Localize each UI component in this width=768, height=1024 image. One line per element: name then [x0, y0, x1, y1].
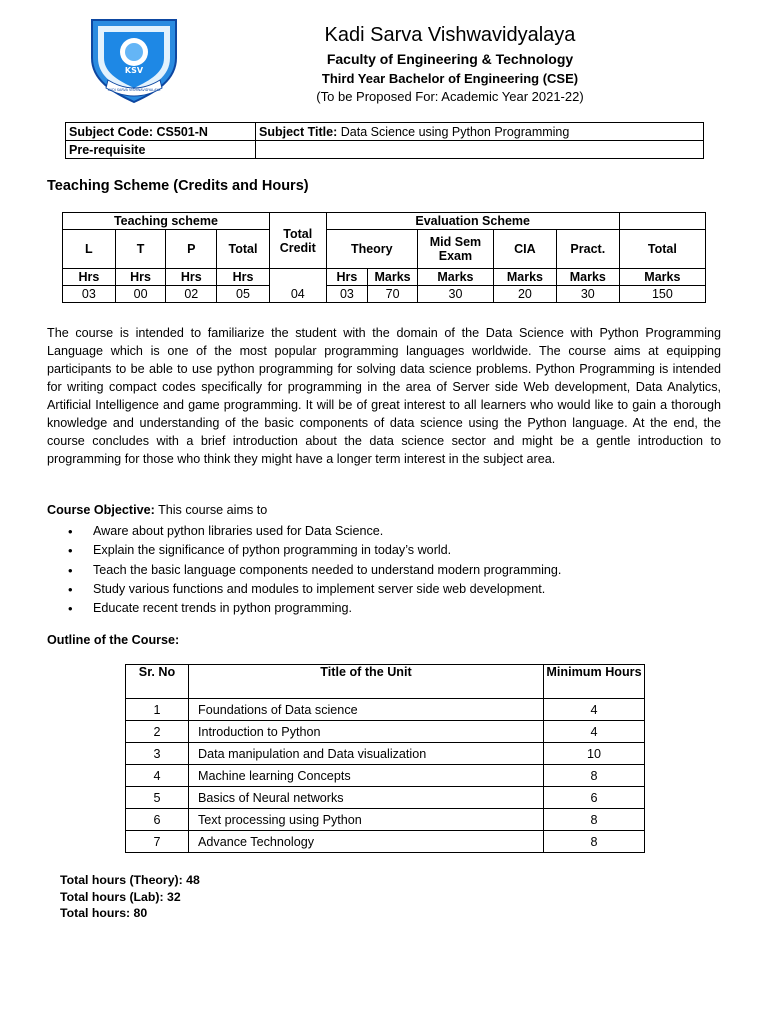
subject-title-cell: [256, 123, 704, 141]
unit-hours: 4: [544, 699, 645, 721]
credit-value: 04: [269, 269, 326, 303]
course-description: The course is intended to familiarize the student with the domain of the Data Science with Python Programming Language which is one of the most popular programming languages worldwide. The course aims at equipping participants to be able to use python programming for solving data science problems. Python Programming is intended for writing compact codes specifically for programming in the area of Server side Web development, Data Analytics, Artificial Intelligence and game programming. It will be of great interest to all learners who would like to gain a thorough knowledge and understanding of the basic components of data science using the Python language. At the end, the course concludes with a brief introduction about the data science sector and might be a gentle introduction to programming for those who think they might have a longer term interest in the subject area.: [47, 326, 721, 466]
prerequisite-label: Pre-requisite: [66, 141, 256, 159]
col-l: L: [63, 230, 116, 269]
faculty-name: Faculty of Engineering & Technology: [326, 51, 574, 67]
col-pract: Pract.: [556, 230, 619, 269]
value-t: 00: [115, 286, 166, 303]
outline-heading: Outline of the Course:: [47, 633, 180, 647]
subject-title-value: Data Science using Python Programming: [340, 124, 570, 139]
objective-text: Educate recent trends in python programming.: [93, 601, 353, 616]
teaching-scheme-group: Teaching scheme: [63, 213, 270, 230]
group-header-row: [63, 213, 706, 230]
course-objective-intro: This course aims to: [158, 503, 268, 517]
unit-hours: 4: [544, 721, 645, 743]
unit-title: Foundations of Data science: [189, 699, 544, 721]
list-item: [68, 541, 561, 560]
total-credit-header: Total Credit: [269, 213, 326, 269]
bullet-icon: •: [68, 543, 73, 559]
value-total: 05: [217, 286, 270, 303]
course-objective-label: Course Objective:: [47, 503, 155, 517]
unit-title: Advance Technology: [189, 831, 544, 853]
value-l: 03: [63, 286, 116, 303]
subject-title-label: Subject Title:: [259, 124, 338, 139]
unit-hours: 8: [544, 765, 645, 787]
unit-sr: 6: [126, 809, 189, 831]
list-item: [68, 580, 561, 599]
bullet-icon: •: [68, 581, 73, 597]
unit-sr: 7: [126, 831, 189, 853]
total-hours-all: Total hours: 80: [60, 906, 148, 920]
unit-title: Text processing using Python: [189, 809, 544, 831]
values-row: [63, 286, 706, 303]
value-cia: 20: [493, 286, 556, 303]
academic-year: (To be Proposed For: Academic Year 2021-22): [316, 89, 584, 104]
column-header-row: [63, 230, 706, 269]
list-item: [68, 522, 561, 541]
objective-text: Study various functions and modules to implement server side web development.: [93, 581, 546, 596]
unit-hours: 6: [544, 787, 645, 809]
col-p: P: [166, 230, 217, 269]
unit-cell: Hrs: [63, 269, 116, 286]
table-row: [126, 699, 645, 721]
unit-cell: Hrs: [166, 269, 217, 286]
unit-cell: Hrs: [115, 269, 166, 286]
table-row: [126, 787, 645, 809]
logo-ring-text: KADI SARVA VISHWAVIDYALAYA: [107, 88, 161, 92]
program-name: Third Year Bachelor of Engineering (CSE): [321, 71, 579, 86]
total-hours-theory: Total hours (Theory): 48: [60, 873, 200, 887]
course-objective: [47, 503, 267, 517]
value-theory-marks: 70: [368, 286, 418, 303]
unit-sr: 4: [126, 765, 189, 787]
unit-title: Data manipulation and Data visualization: [189, 743, 544, 765]
subject-code: Subject Code: CS501-N: [66, 123, 256, 141]
unit-sr: 3: [126, 743, 189, 765]
unit-cell: Marks: [368, 269, 418, 286]
bullet-icon: •: [68, 524, 73, 539]
university-name: Kadi Sarva Vishwavidyalaya: [324, 24, 576, 46]
col-midsem: Mid Sem Exam: [417, 230, 493, 269]
value-grand-total: 150: [619, 286, 705, 303]
teaching-scheme-table: [62, 212, 706, 303]
objective-text: Explain the significance of python programming in today’s world.: [93, 543, 452, 558]
objective-text: Aware about python libraries used for Data Science.: [93, 524, 384, 538]
unit-hours: 10: [544, 743, 645, 765]
total-hours-lab: Total hours (Lab): 32: [60, 889, 181, 904]
unit-cell: Hrs: [326, 269, 368, 286]
list-item: [68, 561, 561, 580]
unit-cell: Marks: [556, 269, 619, 286]
value-midsem: 30: [417, 286, 493, 303]
col-total: Total: [217, 230, 270, 269]
table-row: [126, 721, 645, 743]
col-unit-title: Title of the Unit: [189, 665, 544, 699]
unit-title: Introduction to Python: [189, 721, 544, 743]
university-logo: [84, 18, 184, 104]
units-row: [63, 269, 706, 286]
unit-cell: Marks: [619, 269, 705, 286]
teaching-scheme-heading: Teaching Scheme (Credits and Hours): [47, 178, 309, 194]
value-p: 02: [166, 286, 217, 303]
empty-corner-cell: [619, 213, 705, 230]
bullet-icon: •: [68, 601, 73, 617]
prerequisite-value: [256, 141, 704, 159]
objective-list: [68, 522, 561, 618]
outline-header-row: [126, 665, 645, 699]
col-min-hours: Minimum Hours: [544, 665, 645, 699]
list-item: [68, 599, 561, 618]
total-hours-block: [60, 872, 200, 922]
logo-text: KSV: [124, 66, 144, 75]
unit-hours: 8: [544, 831, 645, 853]
unit-title: Machine learning Concepts: [189, 765, 544, 787]
col-cia: CIA: [493, 230, 556, 269]
value-theory-hrs: 03: [326, 286, 368, 303]
unit-cell: Hrs: [217, 269, 270, 286]
unit-title: Basics of Neural networks: [189, 787, 544, 809]
bullet-icon: •: [68, 562, 73, 578]
value-pract: 30: [556, 286, 619, 303]
evaluation-scheme-group: Evaluation Scheme: [326, 213, 619, 230]
table-row: [126, 809, 645, 831]
unit-sr: 1: [126, 699, 189, 721]
course-outline-table: [125, 664, 645, 853]
unit-cell: Marks: [493, 269, 556, 286]
subject-table: [65, 122, 704, 159]
prerequisite-row: [66, 141, 704, 159]
table-row: [126, 765, 645, 787]
col-theory: Theory: [326, 230, 417, 269]
col-t: T: [115, 230, 166, 269]
subject-row: [66, 123, 704, 141]
col-sr-no: Sr. No: [126, 665, 189, 699]
objective-text: Teach the basic language components needed to understand modern programming.: [93, 562, 562, 577]
unit-sr: 2: [126, 721, 189, 743]
col-grand-total: Total: [619, 230, 705, 269]
table-row: [126, 743, 645, 765]
unit-hours: 8: [544, 809, 645, 831]
table-row: [126, 831, 645, 853]
unit-sr: 5: [126, 787, 189, 809]
unit-cell: Marks: [417, 269, 493, 286]
